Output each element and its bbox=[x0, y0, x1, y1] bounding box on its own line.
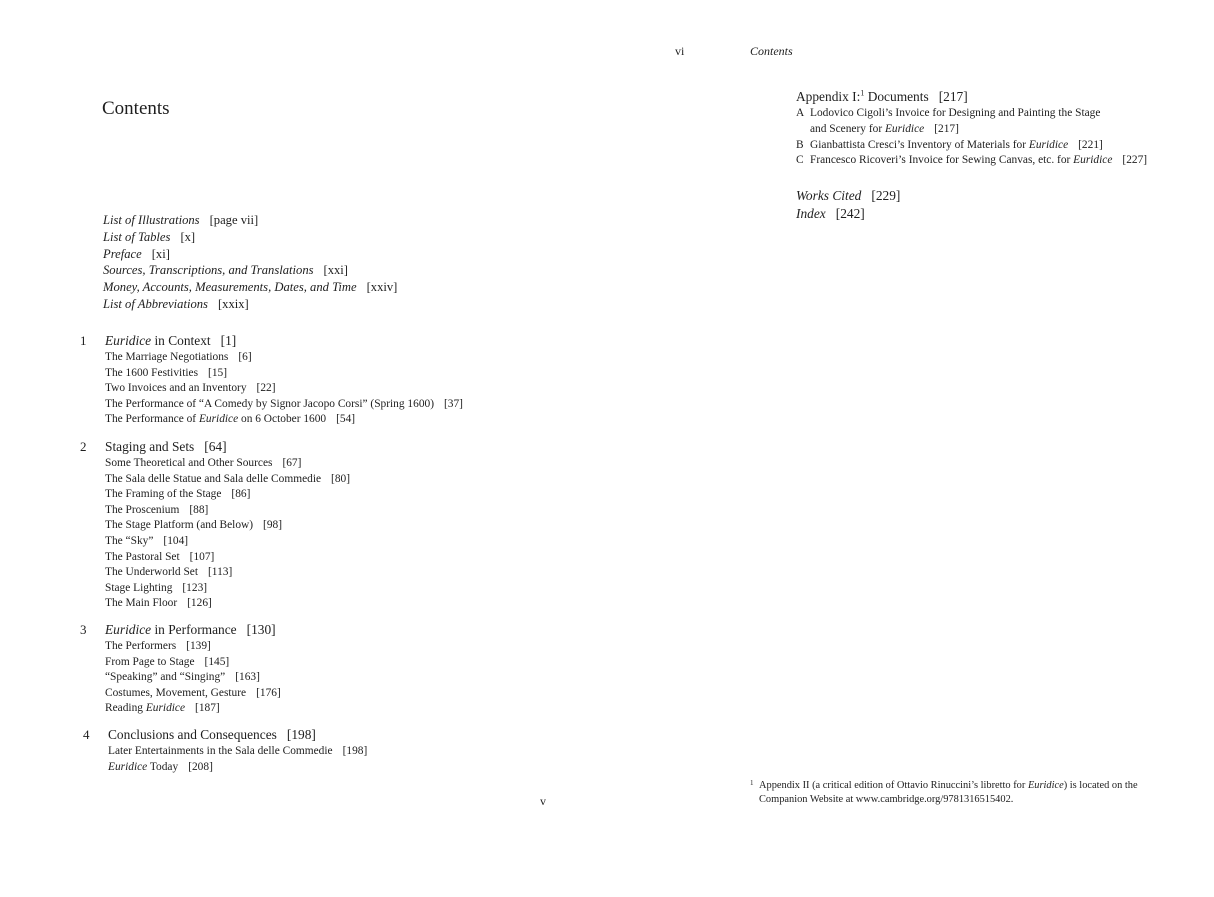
page-ref: [64] bbox=[204, 439, 227, 454]
section-list bbox=[108, 744, 367, 775]
page-ref: [xxiv] bbox=[366, 280, 398, 295]
section-list bbox=[105, 639, 281, 717]
section-item: The 1600 Festivities [15] bbox=[105, 366, 228, 379]
appendix-list bbox=[796, 106, 1147, 169]
appendix-entry: B Gianbattista Cresci’s Inventory of Materials for Euridice [221] bbox=[796, 138, 1147, 154]
page-ref: [xxix] bbox=[217, 296, 249, 311]
section-item: Reading Euridice [187] bbox=[105, 702, 220, 715]
back-matter-item: Index [242] bbox=[796, 206, 865, 221]
right-page bbox=[607, 0, 1214, 897]
front-matter-item bbox=[103, 246, 397, 263]
entry-letter: A bbox=[796, 107, 805, 119]
footnote-mark: 1 bbox=[750, 779, 754, 787]
entry-title: List of Abbreviations bbox=[103, 296, 208, 311]
chapter-number: 2 bbox=[80, 439, 87, 454]
page-number: v bbox=[540, 794, 546, 808]
page-ref: [198] bbox=[286, 727, 316, 742]
section-item: The “Sky” [104] bbox=[105, 534, 189, 547]
section-item: Stage Lighting [123] bbox=[105, 581, 208, 594]
section-item: Later Entertainments in the Sala delle Commedie [198] bbox=[108, 745, 368, 757]
section-list bbox=[105, 350, 463, 428]
entry-title: List of Illustrations bbox=[103, 213, 200, 227]
section-item: The Underworld Set [113] bbox=[105, 566, 233, 579]
front-matter-list bbox=[103, 212, 397, 313]
section-item: The Proscenium [88] bbox=[105, 503, 209, 516]
section-item: The Performance of “A Comedy by Signor Jacopo Corsi” (Spring 1600) [37] bbox=[105, 397, 463, 410]
chapter-number: 1 bbox=[80, 333, 87, 348]
footnote-text: Appendix II (a critical edition of Ottavio Rinuccini’s libretto for Euridice) is located on the Companion Website at www.cambridge.org/9781316515402. bbox=[759, 780, 1138, 805]
appendix-entry: C Francesco Ricoveri’s Invoice for Sewing Canvas, etc. for Euridice [227] bbox=[796, 153, 1147, 169]
section-item: The Framing of the Stage [86] bbox=[105, 488, 251, 501]
appendix-entry: A Lodovico Cigoli’s Invoice for Designing and Painting the Stage and Scenery for Euridice [217] bbox=[796, 107, 1101, 135]
chapter-title: Staging and Sets [64] bbox=[105, 439, 227, 454]
entry-letter: C bbox=[796, 154, 804, 167]
page-ref: [130] bbox=[246, 622, 276, 637]
section-item: The Performance of Euridice on 6 October 1600 [54] bbox=[105, 413, 356, 426]
section-item: The Stage Platform (and Below) [98] bbox=[105, 519, 283, 532]
appendix-section bbox=[796, 89, 1147, 169]
front-matter-item bbox=[103, 296, 397, 313]
chapter-number: 4 bbox=[83, 727, 90, 742]
section-list bbox=[105, 456, 350, 612]
chapter-title: Euridice in Performance [130] bbox=[105, 622, 276, 637]
section-item: From Page to Stage [145] bbox=[105, 655, 230, 668]
page-ref: [page vii] bbox=[209, 213, 259, 227]
section-item: The Pastoral Set [107] bbox=[105, 550, 215, 563]
page-ref: [1] bbox=[220, 333, 237, 348]
section-item: The Marriage Negotiations [6] bbox=[105, 351, 252, 363]
footnote bbox=[750, 779, 1138, 807]
entry-title: Sources, Transcriptions, and Translations bbox=[103, 263, 314, 278]
section-item: The Performers [139] bbox=[105, 640, 211, 652]
page-ref: [xxi] bbox=[323, 263, 348, 278]
page-ref: [217] bbox=[938, 89, 968, 104]
appendix-title: Appendix I:$^1$ Documents [217] bbox=[796, 88, 968, 104]
page-number: vi bbox=[675, 44, 685, 58]
chapter-title: Conclusions and Consequences [198] bbox=[108, 727, 316, 742]
section-item: “Speaking” and “Singing” [163] bbox=[105, 671, 260, 684]
footnote-ref: 1 bbox=[860, 88, 865, 98]
section-item: Euridice Today [208] bbox=[108, 760, 213, 773]
chapter-title: Euridice in Context [1] bbox=[105, 333, 237, 348]
entry-title: Money, Accounts, Measurements, Dates, and Time bbox=[103, 280, 357, 295]
chapter-number: 3 bbox=[80, 622, 87, 637]
entry-letter: B bbox=[796, 138, 804, 151]
back-matter-list bbox=[796, 187, 900, 223]
back-matter-item: Works Cited [229] bbox=[796, 188, 901, 203]
page-ref: [x] bbox=[180, 229, 196, 244]
section-item: Two Invoices and an Inventory [22] bbox=[105, 382, 276, 395]
running-head: Contents bbox=[750, 44, 793, 58]
front-matter-item bbox=[103, 279, 397, 296]
page-ref: [xi] bbox=[151, 246, 170, 261]
entry-title: List of Tables bbox=[103, 229, 171, 244]
page-title: Contents bbox=[102, 98, 170, 119]
front-matter-item bbox=[103, 229, 397, 246]
section-item: The Main Floor [126] bbox=[105, 597, 212, 610]
section-item: Costumes, Movement, Gesture [176] bbox=[105, 686, 281, 699]
section-item: The Sala delle Statue and Sala delle Commedie [80] bbox=[105, 472, 351, 485]
front-matter-item bbox=[103, 212, 397, 229]
section-item: Some Theoretical and Other Sources [67] bbox=[105, 457, 302, 469]
entry-title: Preface bbox=[103, 246, 142, 261]
front-matter-item bbox=[103, 262, 397, 279]
